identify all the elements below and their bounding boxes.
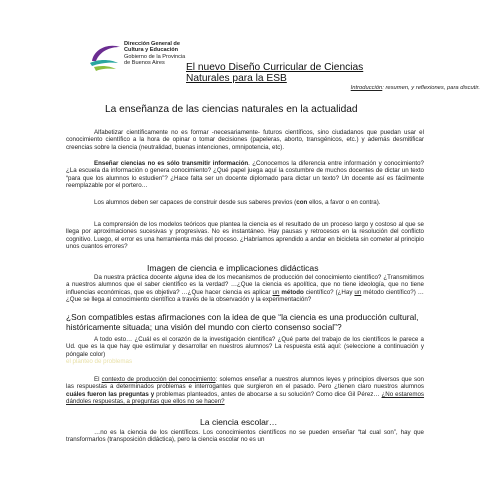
p5-underline-2: un	[354, 288, 362, 296]
paragraph-3-bold: con	[296, 199, 308, 206]
logo-emblem-icon	[88, 41, 122, 73]
p5-italic: alguna	[174, 274, 193, 281]
paragraph-2-bold: Enseñar ciencias no es sólo transmitir información	[94, 160, 249, 167]
paragraph-2	[66, 160, 424, 189]
paragraph-3-before: Los alumnos deben ser capaces de construir desde sus saberes previos (	[94, 199, 297, 206]
paragraph-1	[66, 129, 424, 151]
section-heading-imagen: Imagen de ciencia e implicaciones didácticas	[147, 263, 319, 273]
document-title	[186, 62, 426, 84]
paragraph-1-text: Alfabetizar científicamente no es formar -necesariamente- futuros científicos, sino ciudadanos que puedan usar el conocimiento científico a la hora de opinar o tomar decisiones (papeleras, aborto, transgénicos, etc.) y además desmitificar creencias sobre la ciencia (neutralidad, buenas intenciones, omnipotencia, etc).	[66, 129, 424, 151]
paragraph-8	[66, 429, 424, 444]
document-title-line-2: Naturales para la ESB	[186, 73, 287, 84]
p7-underline: contexto de producción del conocimiento	[101, 376, 216, 383]
paragraph-7	[66, 376, 424, 405]
p5-d: científico? (¿Hay	[303, 288, 355, 296]
paragraph-6	[66, 336, 424, 365]
main-heading: La enseñanza de las ciencias naturales en la actualidad	[105, 104, 358, 115]
subtitle-rest: : resumen, y reflexiones, para discutir.	[382, 85, 480, 91]
logo-text	[124, 41, 185, 67]
paragraph-6-text: A todo esto… ¿Cuál es el corazón de la investigación científica? ¿Qué parte del trabajo de los científicos le parece a Ud. que es la que hay que estimular y desarrollar en nuestros alumnos? La respuesta está aquí: (seleccione a continuación y póngale color)	[66, 336, 424, 358]
logo-line-4: de Buenos Aires	[124, 60, 165, 67]
p5-b: idea de los mecanismos de producción del conocimiento científico? ¿Transmitimos a nuestros alumnos que el saber científico es la verdad? …¿Que la ciencia es apolítica, que no tiene ideología, que no tiene influencias económicas, que es objetiva? …¿Que hacer ciencia es aplicar	[66, 274, 424, 296]
p7-underline-2: ¿No estaremos dándoles respuestas, a preguntas que ellos no se hacen?	[66, 390, 425, 405]
paragraph-3-after: ellos, a favor o en contra).	[307, 199, 381, 206]
p5-bold: método	[281, 288, 304, 296]
p5-a: Da nuestra práctica docente	[94, 274, 175, 281]
paragraph-3	[66, 199, 424, 206]
p7-a: El	[94, 376, 102, 383]
document-subtitle	[240, 85, 480, 91]
paragraph-4	[66, 221, 424, 250]
question-block: ¿Son compatibles estas afirmaciones con la idea de que “la ciencia es una producción cultural, históricamente situada; una visión del mundo con cierto consenso social”?	[66, 312, 419, 332]
section-heading-ciencia-escolar: La ciencia escolar…	[200, 417, 278, 427]
p5-e: método científico?) …¿Que se llega al conocimiento científico a través de la observación y la experimentación?	[66, 288, 424, 303]
paragraph-2-rest: . ¿Conocemos la diferencia entre información y conocimiento? ¿La escuela da información o genera conocimiento? ¿Qué papel juega aquí la costumbre de muchos docentes de dictar un texto “para que los alumnos lo estudien”? ¿Hace falta ser un docente diplomado para dictar un texto? Un docente así es fácilmente reemplazable por el portero…	[66, 160, 424, 189]
document-title-line-1: El nuevo Diseño Curricular de Ciencias	[186, 62, 364, 73]
p5-underline: un	[272, 288, 280, 296]
paragraph-4-text: La comprensión de los modelos teóricos que plantea la ciencia es el resultado de un proceso largo y costoso al que se llega por aproximaciones sucesivas y progresivas. No es instantáneo. Hay pausas y retrocesos en la resolución del conflicto cognitivo. Luego, el error es una herramienta más del proceso. ¿Habríamos aprendido a andar en bicicleta sin cometer al principio unos cuantos errores?	[66, 221, 424, 250]
subtitle-label: Introducción	[350, 85, 383, 91]
paragraph-5	[66, 274, 424, 303]
paragraph-8-text: …no es la ciencia de los científicos. Los conocimientos científicos no se pueden enseñar “tal cual son”, hay que transformarlos (transposición didáctica), pero la ciencia escolar no es un	[66, 429, 424, 444]
p7-bold: cuáles fueron las preguntas y	[66, 390, 155, 398]
paragraph-6-faded-answer: el planteo de problemas	[66, 357, 133, 365]
logo-line-1: Dirección General de	[124, 41, 180, 47]
p7-b: : solemos enseñar a nuestros alumnos leyes y principios diversos que son las respuestas a determinados problemas e interrogantes que surgieron en el pasado. Pero ¿tienen claro nuestros alumnos	[66, 376, 424, 391]
logo-line-3: Gobierno de la Provincia	[124, 53, 186, 60]
p7-c: problemas planteados, antes de abocarse a su solución? Como dice Gil Pérez…	[154, 390, 382, 398]
logo-line-2: Cultura y Educación	[124, 47, 179, 54]
